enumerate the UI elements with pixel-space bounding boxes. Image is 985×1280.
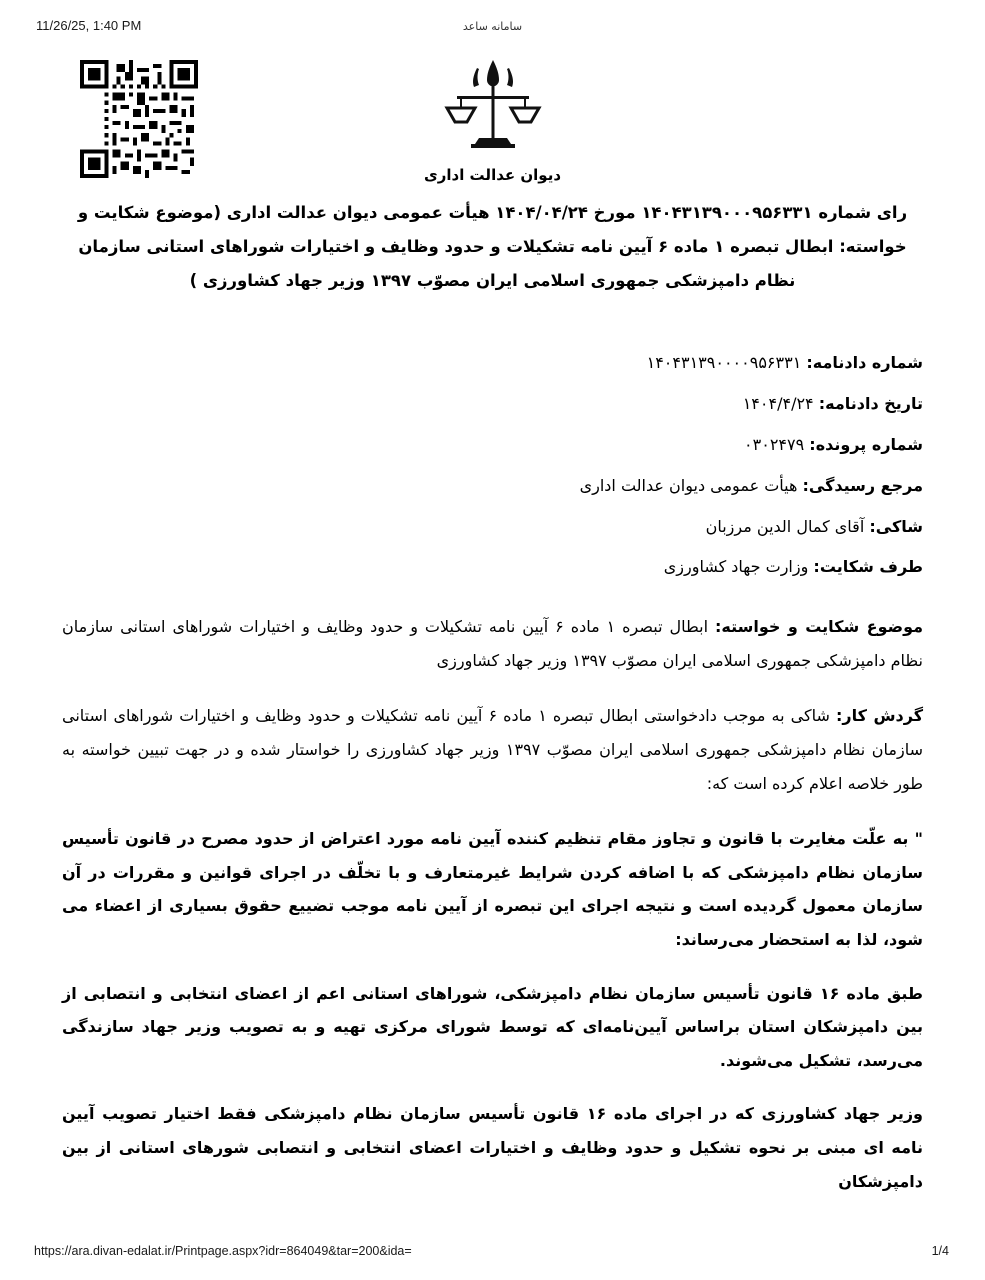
- field-value: هیأت عمومی دیوان عدالت اداری: [579, 475, 798, 495]
- section-text: شاکی به موجب دادخواستی ابطال تبصره ۱ ماده ۶ آیین نامه تشکیلات و حدود وظایف و اختیارات شوراهای استانی سازمان نظام دامپزشکی جمهوری اسلامی ایران مصوّب ۱۳۹۷ وزیر جهاد کشاورزی را خواستار شده و در جهت تبیین خواسته به طور خلاصه اعلام کرده است که:: [62, 706, 923, 793]
- section-proceedings: [62, 699, 923, 800]
- section-text: ابطال تبصره ۱ ماده ۶ آیین نامه تشکیلات و حدود وظایف و اختیارات شوراهای استانی سازمان نظام دامپزشکی جمهوری اسلامی ایران مصوّب ۱۳۹۷ وزیر جهاد کشاورزی: [62, 617, 923, 670]
- field-value: ۱۴۰۴/۴/۲۴: [742, 394, 814, 414]
- emblem-caption: دیوان عدالت اداری: [423, 166, 562, 184]
- field-value: وزارت جهاد کشاورزی: [663, 557, 809, 577]
- print-system-name: سامانه ساعد: [462, 20, 523, 33]
- court-emblem: [403, 56, 583, 184]
- quoted-paragraph: وزیر جهاد کشاورزی که در اجرای ماده ۱۶ قانون تأسیس سازمان نظام دامپزشکی فقط اختیار تصویب آیین نامه ای مبنی بر نحوه تشکیل و حدود وظایف و اختیارات اعضای انتخابی و انتصابی شورهای استانی از بین دامپزشکان: [62, 1104, 923, 1191]
- masthead: [62, 52, 923, 182]
- field-value: ۰۳۰۲۴۷۹: [744, 435, 805, 455]
- field-label: شماره پرونده:: [809, 435, 923, 455]
- field-value: ۱۴۰۴۳۱۳۹۰۰۰۰۹۵۶۳۳۱: [646, 353, 802, 373]
- quoted-paragraph: " به علّت مغایرت با قانون و تجاوز مقام تنظیم کننده آیین نامه مورد اعتراض از حدود مصرح در قانون تأسیس سازمان نظام دامپزشکی که با اضافه کردن شرایط غیرمتعارف و با تخلّف در اجرای قوانین و مقررات در آن سازمان معمول گردیده است و نتیجه اجرای این تبصره از آیین نامه موجب تضییع حقوق بسیاری از اعضاء می شود، لذا به استحضار می‌رساند:: [62, 829, 923, 949]
- field-label: طرف شکایت:: [813, 557, 923, 577]
- qr-code: [80, 60, 198, 178]
- field-row: [62, 466, 923, 507]
- field-row: [62, 384, 923, 425]
- section-subject: [62, 610, 923, 677]
- field-value: آقای کمال الدین مرزبان: [705, 516, 865, 536]
- field-label: شماره دادنامه:: [806, 353, 923, 373]
- field-row: [62, 507, 923, 548]
- print-footer: [0, 1244, 985, 1262]
- section-label: گردش کار:: [835, 706, 924, 726]
- field-row: [62, 425, 923, 466]
- page-title: رای شماره ۱۴۰۴۳۱۳۹۰۰۰۹۵۶۳۳۱ مورخ ۱۴۰۴/۰۴/۲۴ هیأت عمومی دیوان عدالت اداری (موضوع شکایت و خواسته: ابطال تبصره ۱ ماده ۶ آیین نامه تشکیلات و حدود وظایف و اختیارات شوراهای استانی سازمان نظام دامپزشکی جمهوری اسلامی ایران مصوّب ۱۳۹۷ وزیر جهاد کشاورزی ): [77, 203, 908, 290]
- scales-of-justice-icon: [403, 56, 583, 164]
- page-number: 1/4: [931, 1244, 949, 1258]
- print-datetime: 11/26/25, 1:40 PM: [36, 18, 142, 33]
- quoted-paragraph: طبق ماده ۱۶ قانون تأسیس سازمان نظام دامپزشکی، شوراهای استانی اعم از اعضای انتخابی و انتصابی از بین دامپزشکان استان براساس آیین‌نامه‌ای که توسط شورای مرکزی تهیه و به تصویب وزیر جهاد سازندگی می‌رسد، تشکیل می‌شوند.: [62, 983, 923, 1070]
- field-label: تاریخ دادنامه:: [818, 394, 923, 414]
- field-row: [62, 343, 923, 384]
- source-url: https://ara.divan-edalat.ir/Printpage.aspx?idr=864049&tar=200&ida=: [34, 1244, 412, 1258]
- document-content: [62, 52, 923, 1234]
- field-row: [62, 547, 923, 588]
- field-label: مرجع رسیدگی:: [802, 475, 923, 495]
- case-fields: [62, 343, 923, 588]
- print-header: [0, 18, 985, 38]
- field-label: شاکی:: [869, 516, 923, 536]
- section-label: موضوع شکایت و خواسته:: [714, 617, 924, 637]
